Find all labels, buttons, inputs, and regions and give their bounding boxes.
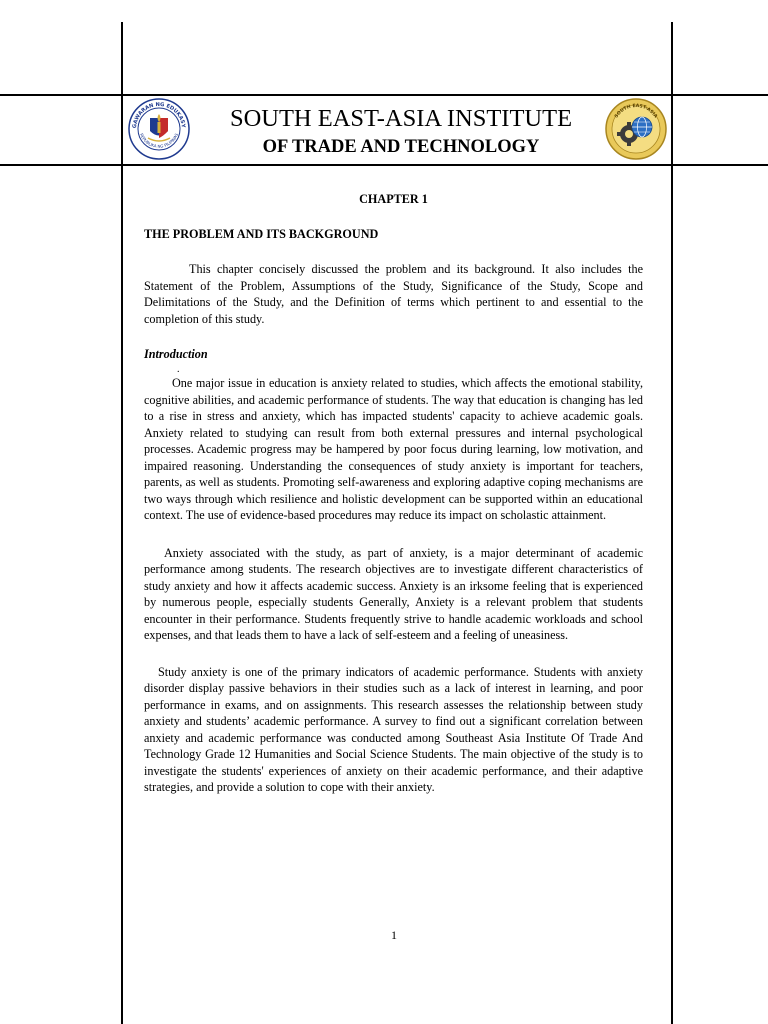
left-border-line xyxy=(121,22,123,1024)
page-number: 1 xyxy=(391,928,397,942)
institution-subtitle: OF TRADE AND TECHNOLOGY xyxy=(262,137,540,157)
section-title: THE PROBLEM AND ITS BACKGROUND xyxy=(144,227,379,241)
institution-name: SOUTH EAST-ASIA INSTITUTE xyxy=(229,105,573,132)
paragraph-overview: This chapter concisely discussed the problem and its background. It also includes the Statement of the Problem, Assumptions of the Study, Significance of the Study, Scope and Delimitations of the Study, and the Definition of terms which pertinent to and essential to the completion of this study. xyxy=(144,262,643,326)
right-border-line xyxy=(671,22,673,1024)
document-body xyxy=(144,190,643,796)
paragraph-introduction-1: One major issue in education is anxiety related to studies, which affects the emotional stability, cognitive abilities, and academic performance of students. The way that education is changing has led to a rise in stress and anxiety, which has impacted students' capacity to achieve academic goals. Anxiety related to studying can result from both external pressures and internal psychological processes. Academic progress may be hampered by poor focus during learning, low motivation, and impaired reasoning. Understanding the consequences of study anxiety is important for teachers, parents, as well as students. Promoting self-awareness and exploring adaptive coping mechanisms are two ways through which resilience and holistic development can be supported within an educational context. The use of evidence-based procedures may reduce its impact on scholastic attainment. xyxy=(144,376,643,522)
svg-text:SOUTH EAST-ASIA: SOUTH EAST-ASIA xyxy=(614,103,658,120)
institute-seal-icon xyxy=(605,98,667,160)
svg-text:REPUBLIKA NG PILIPINAS: REPUBLIKA NG PILIPINAS xyxy=(139,132,179,149)
header-bottom-line xyxy=(0,164,768,166)
stray-dot: . xyxy=(177,364,180,375)
paragraph-introduction-3: Study anxiety is one of the primary indicators of academic performance. Students with anxiety disorder display passive behaviors in their studies such as a lack of interest in learning, and poor performance in exams, and on assignments. This research assesses the relationship between study anxiety and students’ academic performance. A survey to find out a significant correlation between anxiety and academic performance was conducted among Southeast Asia Institute Of Trade And Technology Grade 12 Humanities and Social Science Students. The main objective of the study is to investigate the students' experiences of anxiety on their academic performance, and their adaptive strategies, and provide a solution to cope with their anxiety. xyxy=(144,664,643,794)
header-top-line xyxy=(0,94,768,96)
paragraph-introduction-2: Anxiety associated with the study, as part of anxiety, is a major determinant of academic performance among students. The research objectives are to investigate different characteristics of study anxiety and how it affects academic success. Anxiety is an irksome feeling that is experienced by numerous people, especially students Generally, Anxiety is a relevant problem that students encounter in their performance. Students frequently strive to handle academic workloads and school expenses, and that leads them to have a lack of self-esteem and a feeling of uneasiness. xyxy=(144,545,643,642)
chapter-heading: CHAPTER 1 xyxy=(359,192,428,206)
svg-text:KAGAWARAN NG EDUKASYON: GAWARAN NG EDUKASY xyxy=(131,101,186,129)
deped-seal-icon xyxy=(128,98,190,160)
introduction-heading: Introduction xyxy=(144,347,208,361)
